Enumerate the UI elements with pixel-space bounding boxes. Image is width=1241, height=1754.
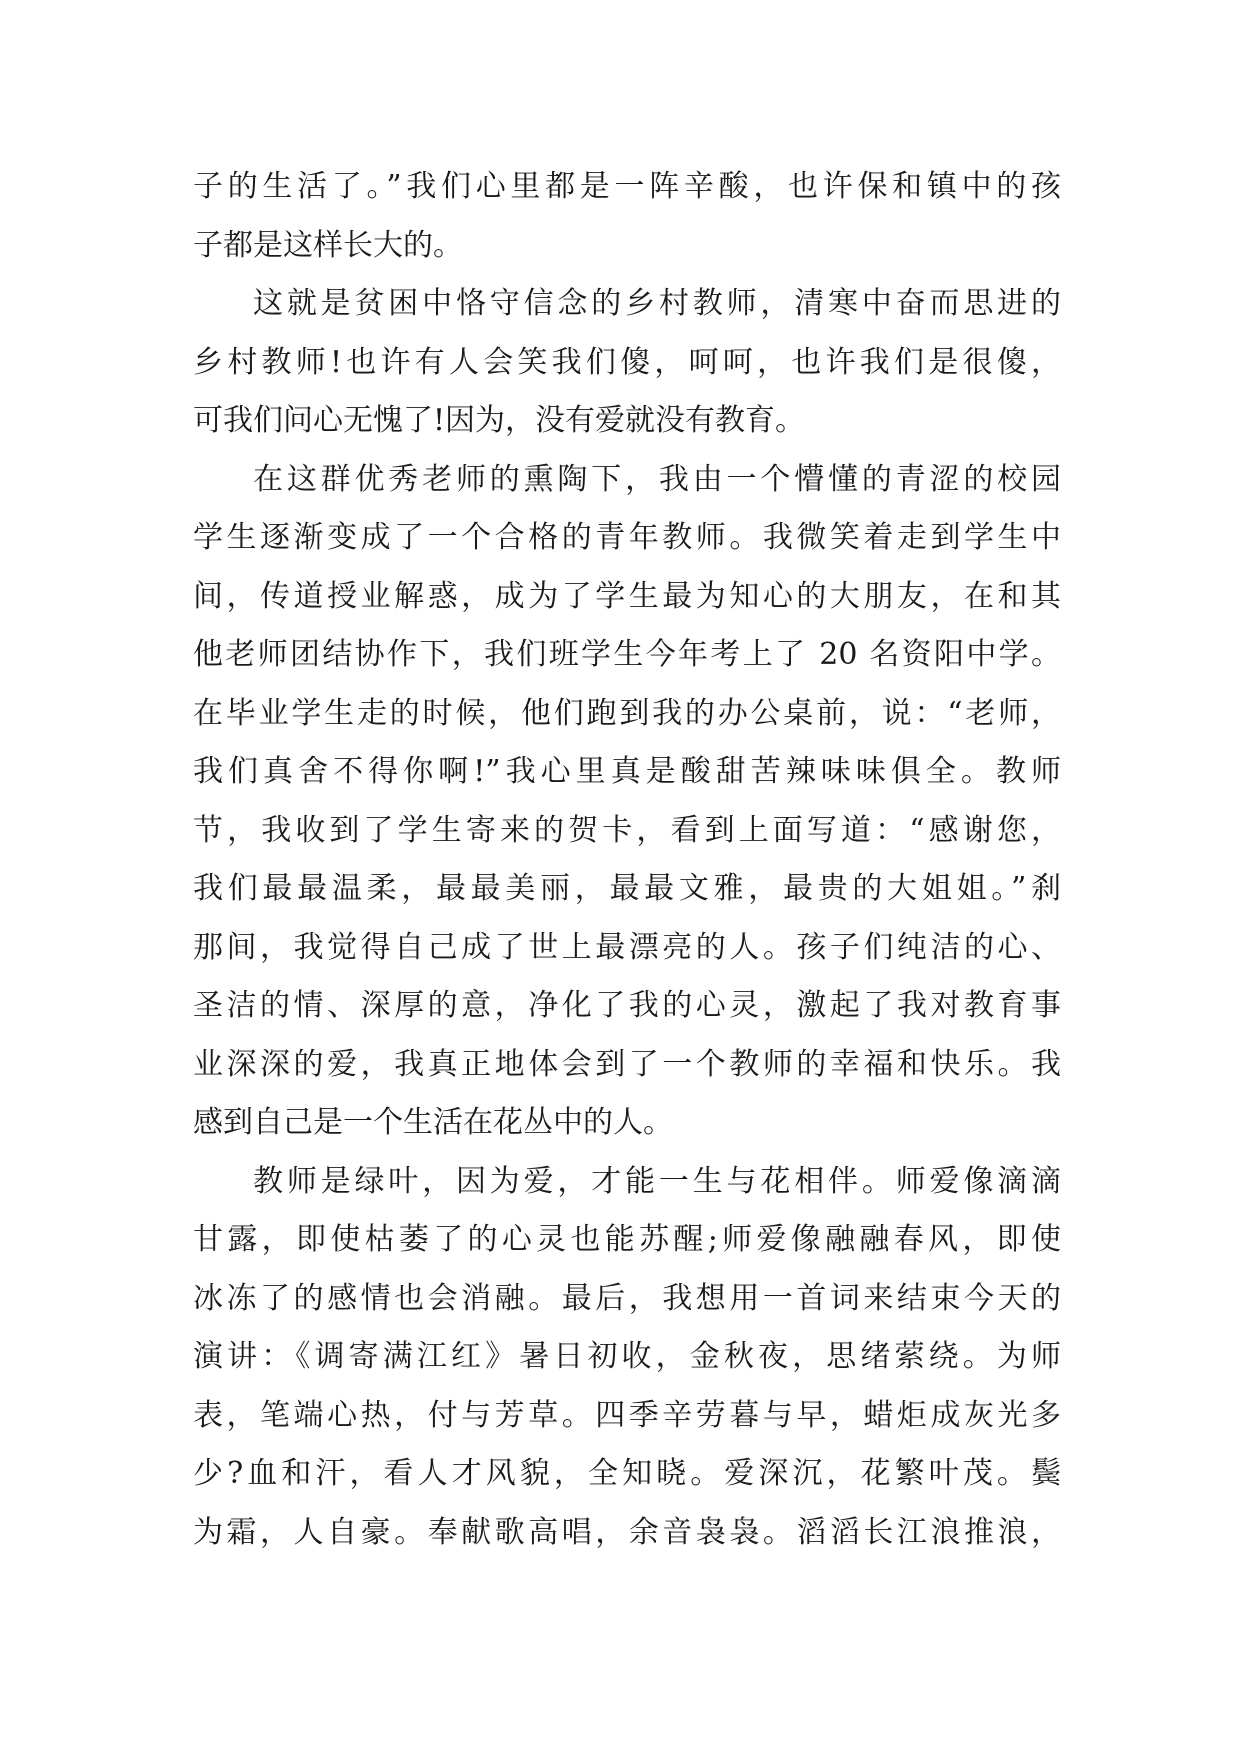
text-line: 学生逐渐变成了一个合格的青年教师。我微笑着走到学生中 xyxy=(193,520,1061,555)
text-line: 在毕业学生走的时候，他们跑到我的办公桌前，说：“老师， xyxy=(193,695,1061,731)
text-line: 可我们问心无愧了!因为，没有爱就没有教育。 xyxy=(193,403,806,438)
text-line: 演讲：《调寄满江红》暑日初收，金秋夜，思绪萦绕。为师 xyxy=(193,1339,1061,1374)
text-line: 冰冻了的感情也会消融。最后，我想用一首词来结束今天的 xyxy=(193,1280,1061,1316)
text-line: 少?血和汗，看人才风貌，全知晓。爱深沉，花繁叶茂。鬓 xyxy=(193,1456,1061,1491)
document-body xyxy=(193,158,1061,1562)
text-line: 为霜，人自豪。奉献歌高唱，余音袅袅。滔滔长江浪推浪， xyxy=(193,1514,1061,1550)
text-line: 表，笔端心热，付与芳草。四季辛劳暮与早，蜡炬成灰光多 xyxy=(193,1397,1061,1433)
text-line: 他老师团结协作下，我们班学生今年考上了 20 名资阳中学。 xyxy=(193,637,1061,672)
text-line: 我们最最温柔，最最美丽，最最文雅，最贵的大姐姐。”刹 xyxy=(193,871,1061,906)
text-line: 这就是贫困中恪守信念的乡村教师，清寒中奋而思进的 xyxy=(253,286,1061,321)
text-line: 乡村教师!也许有人会笑我们傻，呵呵，也许我们是很傻， xyxy=(193,344,1061,380)
text-line: 节，我收到了学生寄来的贺卡，看到上面写道：“感谢您， xyxy=(193,812,1061,848)
text-line: 感到自己是一个生活在花丛中的人。 xyxy=(193,1105,673,1140)
text-line: 间，传道授业解惑，成为了学生最为知心的大朋友，在和其 xyxy=(193,578,1061,614)
text-line: 业深深的爱，我真正地体会到了一个教师的幸福和快乐。我 xyxy=(193,1046,1061,1082)
text-line: 教师是绿叶，因为爱，才能一生与花相伴。师爱像滴滴 xyxy=(253,1163,1061,1199)
text-line: 甘露，即使枯萎了的心灵也能苏醒;师爱像融融春风，即使 xyxy=(193,1222,1061,1257)
text-line: 子都是这样长大的。 xyxy=(193,227,463,263)
text-line: 那间，我觉得自己成了世上最漂亮的人。孩子们纯洁的心、 xyxy=(193,929,1061,965)
text-line: 在这群优秀老师的熏陶下，我由一个懵懂的青涩的校园 xyxy=(253,461,1061,497)
text-line: 圣洁的情、深厚的意，净化了我的心灵，激起了我对教育事 xyxy=(193,988,1061,1023)
text-line: 子的生活了。”我们心里都是一阵辛酸，也许保和镇中的孩 xyxy=(193,169,1061,204)
text-line: 我们真舍不得你啊!”我心里真是酸甜苦辣味味俱全。教师 xyxy=(193,754,1061,789)
